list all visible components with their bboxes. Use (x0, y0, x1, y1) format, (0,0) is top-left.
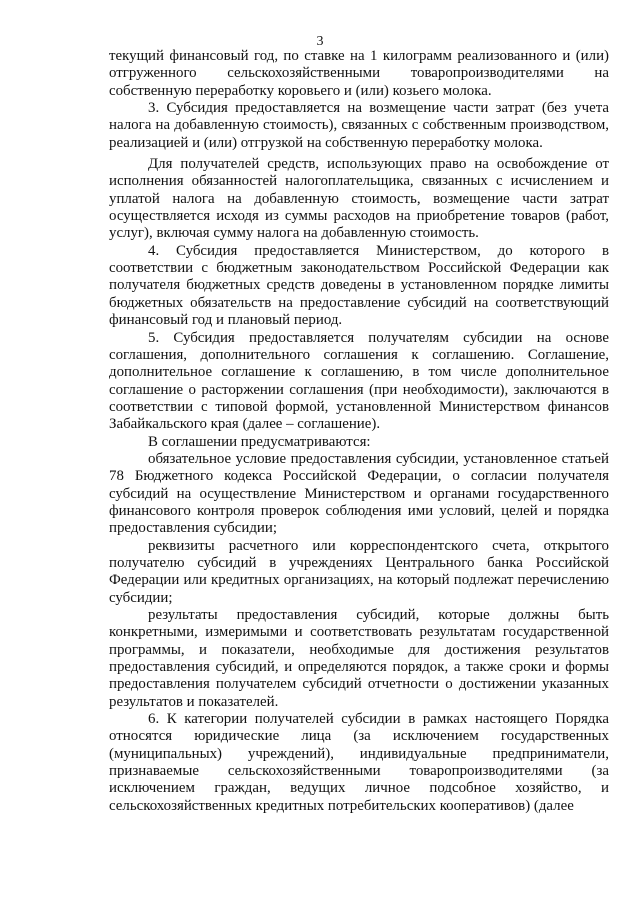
paragraph-bank-details-clause: реквизиты расчетного или корреспондентского счета, открытого получателю субсидий в учреждениях Центрального банка Российской Федерации или кредитных организациях, на который подлежат перечислению субсидии; (109, 537, 609, 606)
paragraph-condition-clause: обязательное условие предоставления субсидии, установленное статьей 78 Бюджетного кодекса Российской Федерации, о согласии получателя субсидий на осуществление Министерством и органами государственного финансового контроля проверок соблюдения ими условий, целей и порядка предоставления субсидии; (109, 450, 609, 537)
paragraph-4: 4. Субсидия предоставляется Министерством, до которого в соответствии с бюджетным законодательством Российской Федерации как получателя бюджетных средств доведены в установленном порядке лимиты бюджетных обязательств на предоставление субсидий на соответствующий финансовый год и плановый период. (109, 242, 609, 329)
paragraph-6: 6. К категории получателей субсидии в рамках настоящего Порядка относятся юридические лица (за исключением государственных (муниципальных) учреждений), индивидуальные предприниматели, признаваемые сельскохозяйственными товаропроизводителями (за исключением граждан, ведущих личное подсобное хозяйство, и сельскохозяйственных кредитных потребительских кооперативов) (далее (109, 711, 609, 814)
document-body (109, 48, 609, 815)
paragraph-5: 5. Субсидия предоставляется получателям субсидии на основе соглашения, дополнительного соглашения к соглашению. Соглашение, дополнительное соглашение к соглашению, в том числе дополнительное соглашение о расторжении соглашения (при необходимости), заключаются в соответствии с типовой формой, установленной Министерством финансов Забайкальского края (далее – соглашение). (109, 329, 609, 433)
paragraph-vat-exemption: Для получателей средств, использующих право на освобождение от исполнения обязанностей налогоплательщика, связанных с исчислением и уплатой налога на добавленную стоимость, возмещение части затрат осуществляется исходя из суммы расходов на приобретение товаров (работ, услуг), включая сумму налога на добавленную стоимость. (109, 156, 609, 242)
paragraph-continuation: текущий финансовый год, по ставке на 1 килограмм реализованного и (или) отгруженного сельскохозяйственными товаропроизводителями на собственную переработку коровьего и (или) козьего молока. (109, 48, 609, 99)
paragraph-3: 3. Субсидия предоставляется на возмещение части затрат (без учета налога на добавленную стоимость), связанных с собственным производством, реализацией и (или) отгрузкой на собственную переработку молока. (109, 100, 609, 151)
page-number: 3 (316, 34, 324, 49)
paragraph-results-clause: результаты предоставления субсидий, которые должны быть конкретными, измеримыми и соответствовать результатам государственной программы, и показатели, необходимые для достижения результатов предоставления субсидий, и определяются порядок, а также сроки и формы предоставления получателем субсидий отчетности о достижении указанных результатов и показателей. (109, 607, 609, 710)
paragraph-agreement-intro: В соглашении предусматриваются: (148, 433, 371, 450)
